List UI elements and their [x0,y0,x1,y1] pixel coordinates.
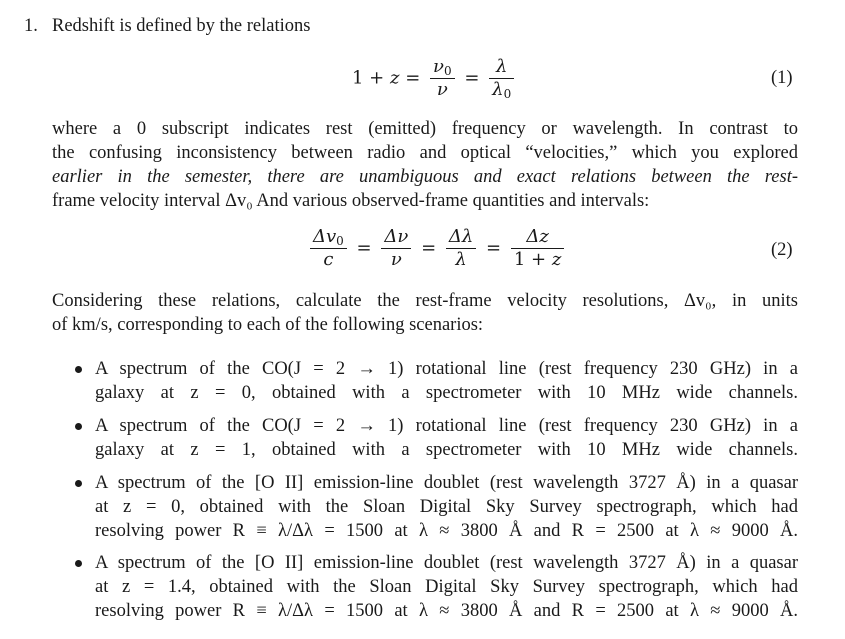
para2-line-1: Considering these relations, calculate the rest-frame velocity resolutions, Δv₀, in units [52,291,798,311]
bullet-3-line-3: resolving power R ≡ λ/Δλ = 1500 at λ ≈ 3800 Å and R = 2500 at λ ≈ 9000 Å. [95,521,798,541]
problem-intro: Redshift is defined by the relations [52,16,311,36]
bullet-4-line-3: resolving power R ≡ λ/Δλ = 1500 at λ ≈ 3800 Å and R = 2500 at λ ≈ 9000 Å. [95,601,798,621]
bullet-3-line-2: at z = 0, obtained with the Sloan Digital Sky Survey spectrograph, which had [95,497,798,517]
para1-line-4: frame velocity interval Δv₀ And various observed-frame quantities and intervals: [52,191,650,211]
bullet-4-line-1: A spectrum of the [O II] emission-line doublet (rest wavelength 3727 Å) in a quasar [95,553,798,573]
bullet-marker-1 [75,366,82,373]
bullet-4-line-2: at z = 1.4, obtained with the Sloan Digital Sky Survey spectrograph, which had [95,577,798,597]
bullet-marker-4 [75,560,82,567]
para1-line-2: the confusing inconsistency between radio and optical “velocities,” which you explored [52,143,798,163]
bullet-marker-3 [75,480,82,487]
equation-2-number: (2) [771,240,793,260]
problem-number: 1. [24,16,38,36]
bullet-marker-2 [75,423,82,430]
para1-line-3: earlier in the semester, there are unambiguous and exact relations between the rest- [52,167,798,187]
bullet-2-line-1: A spectrum of the CO(J = 2 → 1) rotational line (rest frequency 230 GHz) in a [95,416,798,436]
bullet-2-line-2: galaxy at z = 1, obtained with a spectrometer with 10 MHz wide channels. [95,440,798,460]
bullet-1-line-2: galaxy at z = 0, obtained with a spectrometer with 10 MHz wide channels. [95,383,798,403]
bullet-1-line-1: A spectrum of the CO(J = 2 → 1) rotational line (rest frequency 230 GHz) in a [95,359,798,379]
para2-line-2: of km/s, corresponding to each of the following scenarios: [52,315,484,335]
equation-1: 1 + z = $\frac{\nu_0}{\nu}$ = $\frac{\lambda}{\lambda_0}$ [352,56,518,101]
bullet-3-line-1: A spectrum of the [O II] emission-line doublet (rest wavelength 3727 Å) in a quasar [95,473,798,493]
equation-2: $\frac{\Delta v_0}{c}$ = $\frac{\Delta\nu}{\nu}$ = $\frac{\Delta\lambda}{\lambda}$ = $\frac{\Delta z}{1 + z}$ [306,226,568,271]
equation-1-number: (1) [771,68,793,88]
para1-line-1: where a 0 subscript indicates rest (emitted) frequency or wavelength. In contrast to [52,119,798,139]
